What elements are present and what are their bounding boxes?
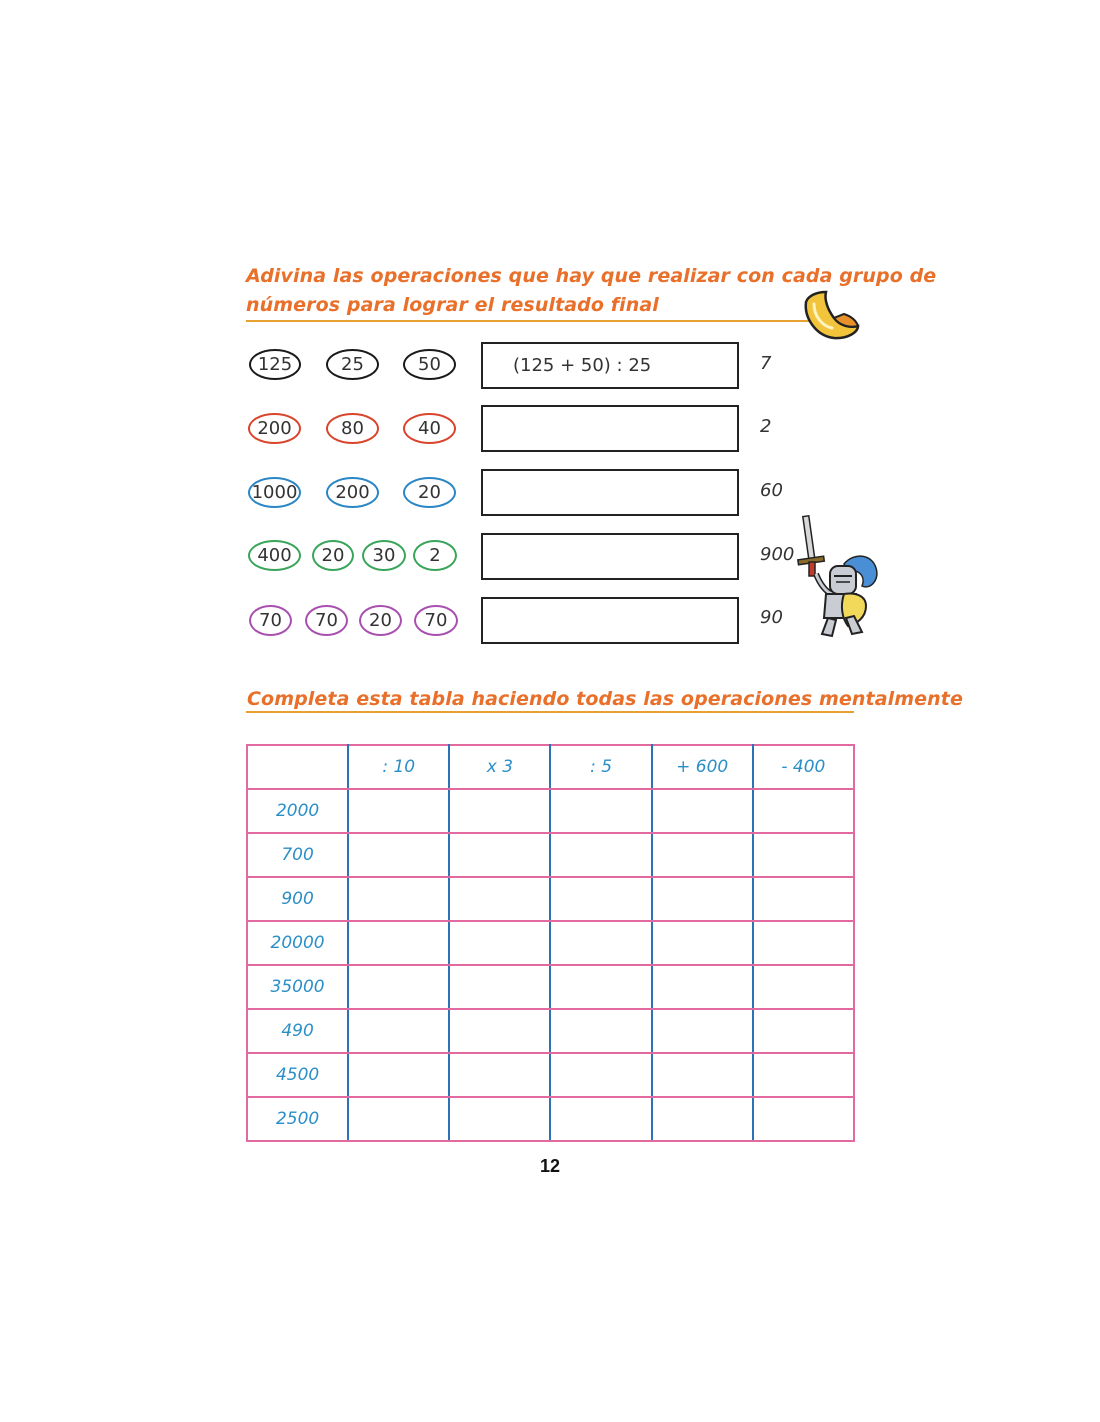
- header-cell: + 600: [652, 745, 753, 789]
- answer-cell[interactable]: [348, 877, 449, 921]
- answer-cell[interactable]: [652, 789, 753, 833]
- answer-cell[interactable]: [449, 965, 550, 1009]
- table-row: [247, 965, 854, 1009]
- answer-cell[interactable]: [550, 1097, 651, 1141]
- answer-cell[interactable]: [652, 877, 753, 921]
- answer-cell[interactable]: [449, 921, 550, 965]
- row-value-cell: 490: [247, 1009, 348, 1053]
- answer-cell[interactable]: [550, 833, 651, 877]
- answer-cell[interactable]: [753, 877, 854, 921]
- number-oval: 20: [359, 605, 402, 636]
- answer-cell[interactable]: [753, 965, 854, 1009]
- answer-cell[interactable]: [348, 1053, 449, 1097]
- answer-cell[interactable]: [449, 1009, 550, 1053]
- header-cell: : 5: [550, 745, 651, 789]
- answer-cell[interactable]: [348, 965, 449, 1009]
- answer-box[interactable]: [481, 533, 739, 580]
- number-oval: 2: [413, 540, 457, 571]
- number-oval: 40: [403, 413, 456, 444]
- answer-cell[interactable]: [652, 965, 753, 1009]
- row-value-cell: 35000: [247, 965, 348, 1009]
- answer-cell[interactable]: [348, 1009, 449, 1053]
- table-row: [247, 833, 854, 877]
- instruction-line-2: números para lograr el resultado final: [246, 294, 659, 316]
- header-cell: - 400: [753, 745, 854, 789]
- instruction-heading-2: Completa esta tabla haciendo todas las operaciones mentalmente: [247, 688, 963, 710]
- row-value-cell: 700: [247, 833, 348, 877]
- answer-cell[interactable]: [652, 1053, 753, 1097]
- table-row: [247, 1097, 854, 1141]
- table-row: [247, 789, 854, 833]
- answer-cell[interactable]: [652, 833, 753, 877]
- answer-cell[interactable]: [753, 1053, 854, 1097]
- row-value-cell: 900: [247, 877, 348, 921]
- number-oval: 200: [248, 413, 301, 444]
- result-value: 90: [760, 607, 783, 628]
- answer-cell[interactable]: [449, 789, 550, 833]
- answer-cell[interactable]: [348, 921, 449, 965]
- answer-cell[interactable]: [753, 1097, 854, 1141]
- row-value-cell: 4500: [247, 1053, 348, 1097]
- answer-cell[interactable]: [348, 789, 449, 833]
- number-oval: 125: [249, 349, 301, 380]
- result-value: 60: [760, 480, 783, 501]
- result-value: 7: [760, 353, 772, 374]
- answer-cell[interactable]: [550, 1009, 651, 1053]
- row-value-cell: 2500: [247, 1097, 348, 1141]
- row-value-cell: 20000: [247, 921, 348, 965]
- heading-rule-1: [246, 320, 818, 322]
- header-cell: x 3: [449, 745, 550, 789]
- number-oval: 1000: [248, 477, 301, 508]
- number-oval: 400: [248, 540, 301, 571]
- result-value: 2: [760, 416, 772, 437]
- table-row: [247, 1009, 854, 1053]
- number-oval: 70: [305, 605, 348, 636]
- operations-table: [246, 744, 855, 1142]
- row-value-cell: 2000: [247, 789, 348, 833]
- number-oval: 50: [403, 349, 456, 380]
- answer-cell[interactable]: [348, 1097, 449, 1141]
- answer-cell[interactable]: [449, 877, 550, 921]
- header-cell: [247, 745, 348, 789]
- answer-cell[interactable]: [550, 789, 651, 833]
- answer-box[interactable]: [481, 469, 739, 516]
- number-oval: 20: [312, 540, 354, 571]
- answer-cell[interactable]: [550, 1053, 651, 1097]
- answer-cell[interactable]: [449, 833, 550, 877]
- answer-cell[interactable]: [449, 1097, 550, 1141]
- knight-illustration: [796, 514, 888, 638]
- number-oval: 80: [326, 413, 379, 444]
- table-row: [247, 1053, 854, 1097]
- answer-box[interactable]: [481, 405, 739, 452]
- answer-cell[interactable]: [652, 1097, 753, 1141]
- table-row: [247, 877, 854, 921]
- instruction-line-1: Adivina las operaciones que hay que realizar con cada grupo de: [246, 265, 937, 287]
- number-oval: 30: [362, 540, 406, 571]
- page-number: 12: [539, 1156, 561, 1176]
- header-cell: : 10: [348, 745, 449, 789]
- table-row: [247, 921, 854, 965]
- number-oval: 20: [403, 477, 456, 508]
- answer-cell[interactable]: [753, 789, 854, 833]
- answer-cell[interactable]: [449, 1053, 550, 1097]
- number-oval: 70: [414, 605, 458, 636]
- answer-cell[interactable]: [753, 833, 854, 877]
- answer-cell[interactable]: [652, 1009, 753, 1053]
- answer-box[interactable]: (125 + 50) : 25: [481, 342, 739, 389]
- answer-box[interactable]: [481, 597, 739, 644]
- number-oval: 70: [249, 605, 292, 636]
- number-oval: 25: [326, 349, 379, 380]
- answer-cell[interactable]: [348, 833, 449, 877]
- answer-cell[interactable]: [550, 921, 651, 965]
- answer-cell[interactable]: [753, 921, 854, 965]
- answer-cell[interactable]: [652, 921, 753, 965]
- answer-cell[interactable]: [550, 877, 651, 921]
- heading-rule-2: [246, 711, 854, 713]
- shield-icon: [800, 288, 864, 344]
- result-value: 900: [760, 544, 795, 565]
- answer-cell[interactable]: [550, 965, 651, 1009]
- number-oval: 200: [326, 477, 379, 508]
- answer-cell[interactable]: [753, 1009, 854, 1053]
- table-header-row: [247, 745, 854, 789]
